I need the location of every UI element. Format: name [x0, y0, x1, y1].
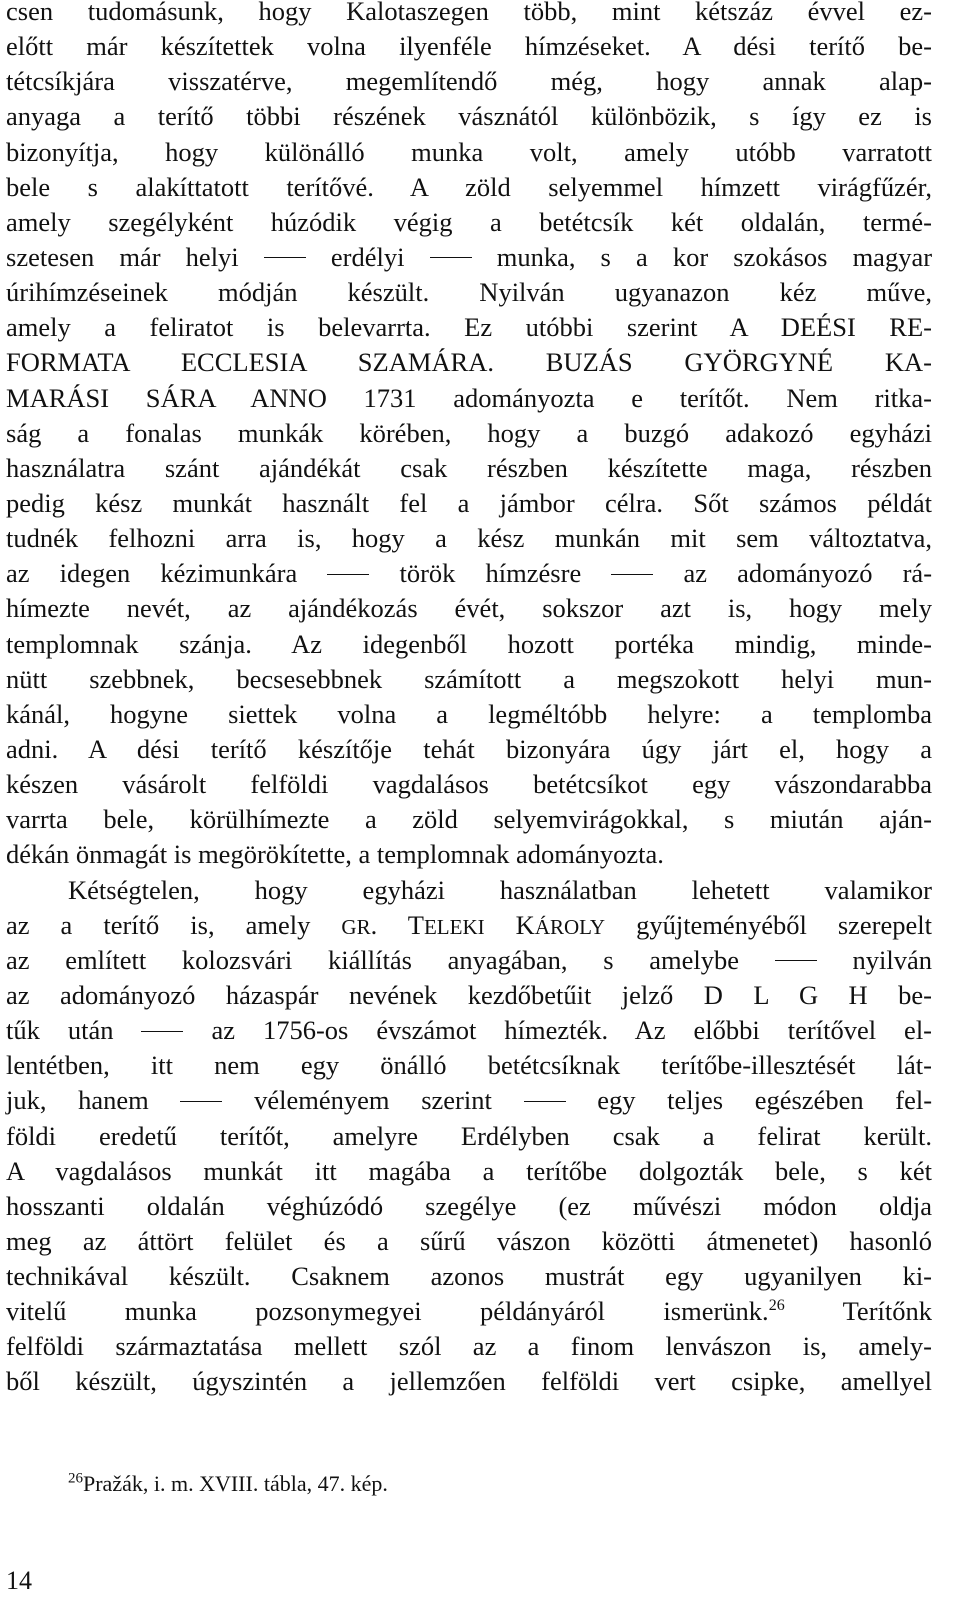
text-line: készen vásárolt felföldi vagdalásos betétcsíkot egy vászondarabba — [6, 769, 932, 800]
text-segment: gyűjteményéből szerepelt — [605, 909, 933, 940]
text-line: anyaga a terítő többi részének vásznától különbözik, s így ez is — [6, 101, 932, 132]
text-line: csen tudomásunk, hogy Kalotaszegen több, mint kétszáz évvel ez- — [6, 0, 932, 26]
text-segment: erdélyi — [330, 241, 405, 272]
text-line: pedig kész munkát használt fel a jámbor célra. Sőt számos példát — [6, 487, 932, 518]
text-segment: tűk után — [6, 1015, 114, 1046]
text-line: meg az áttört felület és a sűrű vászon közötti átmenetet) hasonló — [6, 1225, 932, 1256]
text-segment: szetesen már helyi — [6, 241, 239, 272]
small-caps: R — [356, 914, 371, 939]
text-line: amely szegélyként húzódik végig a betétcsík két oldalán, termé- — [6, 206, 932, 237]
text-line: hímezte nevét, az ajándékozás évét, sokszor azt is, hogy mely — [6, 593, 932, 624]
footnote-number: 26 — [68, 1470, 83, 1487]
text-segment: K — [484, 909, 535, 940]
text-line: A vagdalásos munkát itt magába a terítőbe dolgozták bele, s két — [6, 1155, 932, 1186]
text-line: előtt már készítettek volna ilyenféle hímzéseket. A dési terítő be- — [6, 31, 932, 62]
em-dash — [430, 257, 472, 258]
text-line — [6, 1013, 932, 1048]
text-segment: az a terítő is, amely — [6, 909, 342, 940]
small-caps: ÁROLY — [534, 914, 606, 939]
footnote — [68, 1470, 388, 1498]
text-line: kánál, hogyne siettek volna a legméltóbb helyre: a templomba — [6, 698, 932, 729]
text-line: adni. A dési terítő készítője tehát bizonyára úgy járt el, hogy a — [6, 733, 932, 764]
text-line: lentétben, itt nem egy önálló betétcsíknak terítőbe-illesztését lát- — [6, 1050, 932, 1081]
text-line: technikával készült. Csaknem azonos mustrát egy ugyanilyen ki- — [6, 1261, 932, 1292]
text-line: használatra szánt ajándékát csak részben készítette maga, részben — [6, 452, 932, 483]
text-line: bizonyítja, hogy különálló munka volt, amely utóbb varratott — [6, 136, 932, 167]
text-segment: nyilván — [852, 944, 932, 975]
paragraph-last-line: dékán önmagát is megörökítette, a templomnak adományozta. — [6, 839, 664, 870]
text-line: FORMATA ECCLESIA SZAMÁRA. BUZÁS GYÖRGYNÉ KA- — [6, 347, 932, 378]
em-dash — [775, 960, 817, 961]
page-number: 14 — [6, 1566, 32, 1595]
text-segment: véleményem szerint — [254, 1085, 492, 1116]
em-dash — [524, 1101, 566, 1102]
em-dash — [141, 1031, 183, 1032]
text-segment: az idegen kézimunkára — [6, 558, 298, 589]
text-segment: az adományozó rá- — [683, 558, 933, 589]
em-dash — [180, 1101, 222, 1102]
text-line: úrihímzéseinek módján készült. Nyilván ugyanazon kéz műve, — [6, 277, 932, 308]
text-line: nütt szebbnek, becsesebbnek számított a megszokott helyi mun- — [6, 663, 932, 694]
paragraph-first-line: Kétségtelen, hogy egyházi használatban lehetett valamikor — [68, 874, 932, 905]
text-segment: juk, hanem — [6, 1085, 149, 1116]
small-caps: G — [341, 914, 357, 939]
text-segment: munka, s a kor szokásos magyar — [496, 241, 933, 272]
text-segment: Terítőnk — [784, 1296, 932, 1327]
text-line: földi eredetű terítőt, amelyre Erdélyben csak a felirat került. — [6, 1120, 932, 1151]
text-line: templomnak szánja. Az idegenből hozott portéka mindig, minde- — [6, 628, 932, 659]
text-line: varrta bele, körülhímezte a zöld selyemvirágokkal, s miután aján- — [6, 804, 932, 835]
text-segment: . T — [370, 909, 424, 940]
text-line: MARÁSI SÁRA ANNO 1731 adományozta e terítőt. Nem ritka- — [6, 382, 932, 413]
text-line: ből készült, úgyszintén a jellemzően felföldi vert csipke, amellyel — [6, 1366, 932, 1397]
text-segment: török hímzésre — [399, 558, 582, 589]
body-text — [6, 0, 932, 1400]
text-line — [6, 556, 932, 591]
text-line — [6, 943, 932, 978]
text-line: bele s alakíttatott terítővé. A zöld selyemmel hímzett virágfűzér, — [6, 171, 932, 202]
text-line: ság a fonalas munkák körében, hogy a buzgó adakozó egyházi — [6, 417, 932, 448]
text-line: hosszanti oldalán véghúzódó szegélye (ez művészi módon oldja — [6, 1190, 932, 1221]
text-line — [6, 908, 932, 943]
text-line — [6, 240, 932, 275]
text-line — [6, 1083, 932, 1118]
text-line: az adományozó házaspár nevének kezdőbetűit jelző D L G H be- — [6, 979, 932, 1010]
footnote-reference[interactable]: 26 — [768, 1297, 785, 1315]
text-line — [6, 1294, 932, 1329]
em-dash — [611, 574, 653, 575]
text-line: felföldi származtatása mellett szól az a finom lenvászon is, amely- — [6, 1331, 932, 1362]
small-caps: ELEKI — [423, 914, 485, 939]
text-segment: az 1756-os évszámot hímezték. Az előbbi terítővel el- — [211, 1015, 932, 1046]
text-segment: egy teljes egészében fel- — [597, 1085, 933, 1116]
text-line: tudnék felhozni arra is, hogy a kész munkán mit sem változtatva, — [6, 523, 932, 554]
footnote-text: Pražák, i. m. XVIII. tábla, 47. kép. — [83, 1471, 388, 1496]
text-line: tétcsíkjára visszatérve, megemlítendő még, hogy annak alap- — [6, 66, 932, 97]
em-dash — [327, 574, 369, 575]
text-segment: vitelű munka pozsonymegyei példányáról ismerünk. — [6, 1296, 769, 1327]
em-dash — [264, 257, 306, 258]
text-segment: az említett kolozsvári kiállítás anyagában, s amelybe — [6, 944, 740, 975]
text-line: amely a feliratot is belevarrta. Ez utóbbi szerint A DEÉSI RE- — [6, 312, 932, 343]
